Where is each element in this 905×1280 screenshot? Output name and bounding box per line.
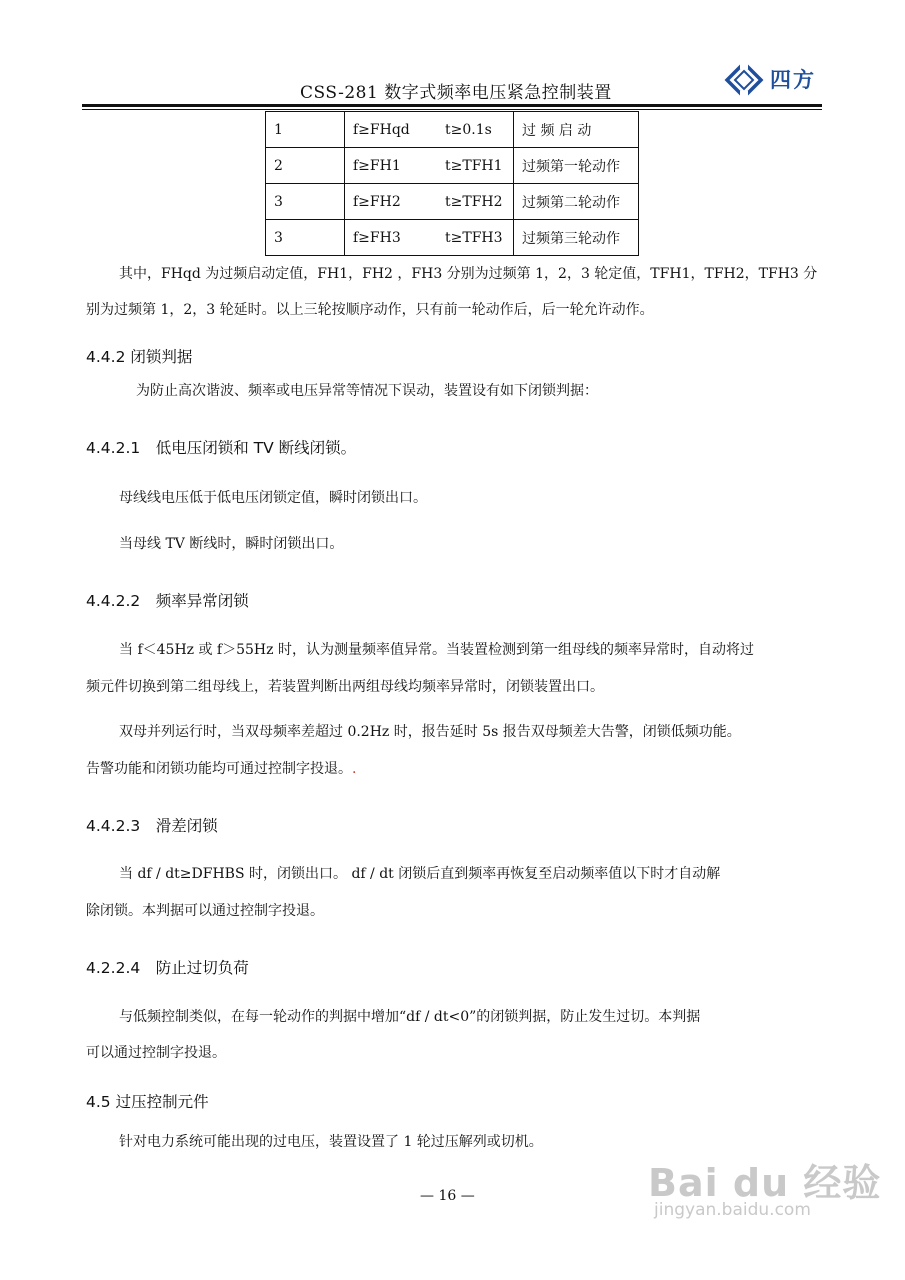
paragraph-slip-line-1: 当 df / dt≥DFHBS 时，闭锁出口。 df / dt 闭锁后直到频率再恢复至启动频率值以下时才自动解: [119, 866, 721, 882]
table-cell-condition: f≥FHqd t≥0.1s: [345, 112, 514, 148]
baidu-watermark-url: jingyan.baidu.com: [654, 1200, 811, 1220]
paragraph-tv-break: 当母线 TV 断线时，瞬时闭锁出口。: [119, 536, 344, 552]
header-rule-thin: [82, 109, 822, 110]
paragraph-low-voltage: 母线线电压低于低电压闭锁定值，瞬时闭锁出口。: [119, 490, 427, 506]
table-cell-no: 3: [266, 220, 345, 256]
section-heading-4-2-2-4: 4.2.2.4 防止过切负荷: [86, 959, 249, 977]
table-cell-action: 过频第二轮动作: [514, 184, 639, 220]
table-cell-condition: f≥FH1 t≥TFH1: [345, 148, 514, 184]
section-heading-4-4-2: 4.4.2 闭锁判据: [86, 348, 193, 366]
section-heading-4-5: 4.5 过压控制元件: [86, 1093, 209, 1111]
table-cell-no: 1: [266, 112, 345, 148]
table-row: [266, 184, 639, 220]
paragraph-dual-bus-line-1: 双母并列运行时，当双母频率差超过 0.2Hz 时，报告延时 5s 报告双母频差大告警，闭锁低频功能。: [119, 724, 741, 740]
header-rule: [82, 104, 822, 107]
section-text-4-4-2: 为防止高次谐波、频率或电压异常等情况下误动，装置设有如下闭锁判据：: [136, 383, 598, 399]
table-cell-action: 过频第一轮动作: [514, 148, 639, 184]
intro-line-1: 其中，FHqd 为过频启动定值，FH1，FH2 ，FH3 分别为过频第 1，2，3 轮定值，TFH1，TFH2，TFH3 分: [119, 266, 818, 282]
intro-line-2: 别为过频第 1，2，3 轮延时。以上三轮按顺序动作，只有前一轮动作后，后一轮允许动作。: [86, 302, 654, 318]
page-number: — 16 —: [420, 1188, 475, 1204]
baidu-watermark: Bai du 经验: [648, 1161, 882, 1205]
table-row: [266, 112, 639, 148]
table-row: [266, 148, 639, 184]
logo-text: 四方: [770, 68, 816, 92]
section-heading-4-4-2-3: 4.4.2.3 滑差闭锁: [86, 817, 218, 835]
table-cell-action: 过 频 启 动: [514, 112, 639, 148]
table-cell-no: 3: [266, 184, 345, 220]
header-title: CSS-281 数字式频率电压紧急控制装置: [300, 83, 612, 103]
paragraph-overcut-line-2: 可以通过控制字投退。: [86, 1045, 226, 1061]
paragraph-overcut-line-1: 与低频控制类似，在每一轮动作的判据中增加“df / dt<0”的闭锁判据，防止发生过切。本判据: [119, 1009, 701, 1025]
section-heading-4-4-2-2: 4.4.2.2 频率异常闭锁: [86, 592, 249, 610]
paragraph-dual-bus-line-2: 告警功能和闭锁功能均可通过控制字投退。.: [86, 761, 357, 777]
sifang-logo-icon: [724, 60, 764, 100]
paragraph-slip-line-2: 除闭锁。本判据可以通过控制字投退。: [86, 903, 324, 919]
table-cell-action: 过频第三轮动作: [514, 220, 639, 256]
table-cell-condition: f≥FH2 t≥TFH2: [345, 184, 514, 220]
section-heading-4-4-2-1: 4.4.2.1 低电压闭锁和 TV 断线闭锁。: [86, 439, 357, 457]
table-row: [266, 220, 639, 256]
paragraph-freq-abnormal-line-1: 当 f＜45Hz 或 f＞55Hz 时，认为测量频率值异常。当装置检测到第一组母线的频率异常时，自动将过: [119, 642, 754, 658]
table-cell-no: 2: [266, 148, 345, 184]
table-cell-condition: f≥FH3 t≥TFH3: [345, 220, 514, 256]
paragraph-freq-abnormal-line-2: 频元件切换到第二组母线上，若装置判断出两组母线均频率异常时，闭锁装置出口。: [86, 679, 604, 695]
paragraph-overvoltage: 针对电力系统可能出现的过电压，装置设置了 1 轮过压解列或切机。: [119, 1134, 543, 1150]
overfrequency-table: [265, 111, 639, 256]
red-mark: .: [352, 761, 357, 777]
